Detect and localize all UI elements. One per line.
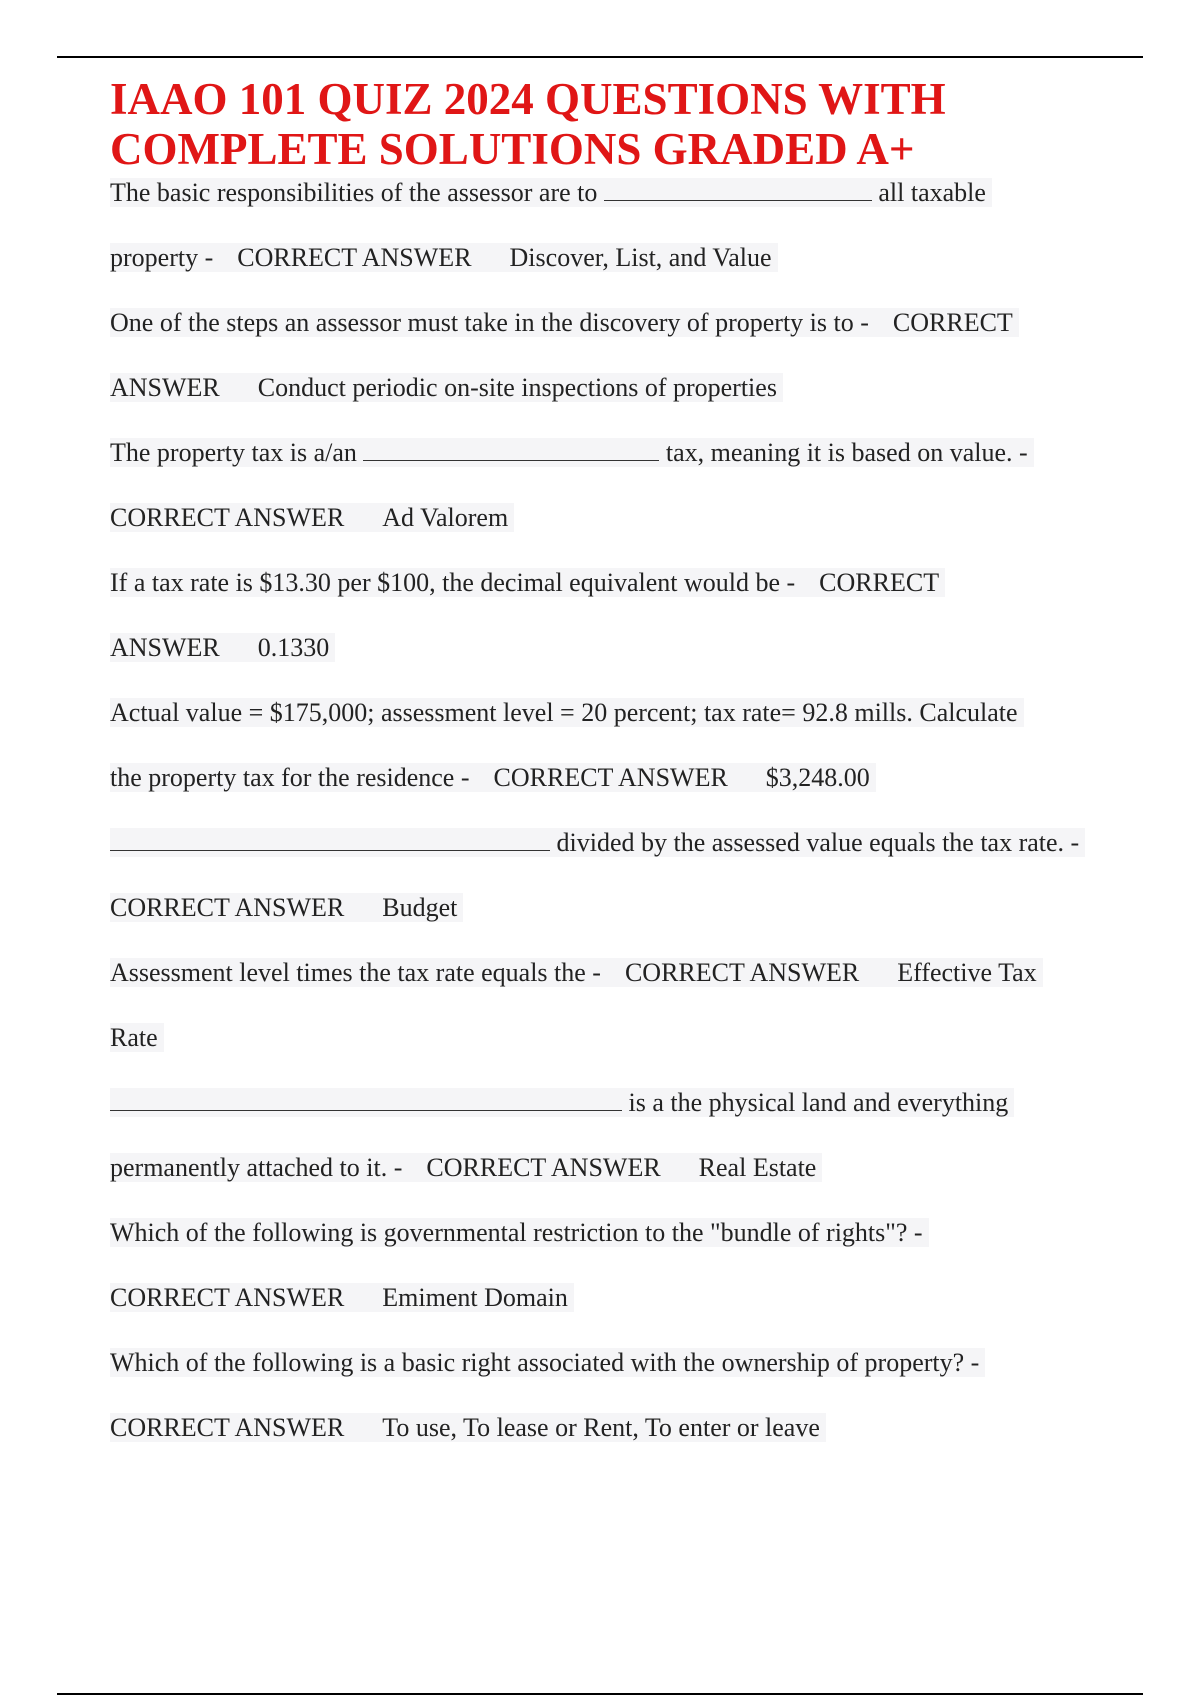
correct-answer-label: CORRECT ANSWER bbox=[624, 958, 860, 987]
question-4-line-1 bbox=[110, 564, 945, 602]
answer-text: Real Estate bbox=[698, 1153, 817, 1182]
fill-in-blank bbox=[604, 176, 872, 201]
question-text: Which of the following is governmental restriction to the "bundle of rights"? - bbox=[110, 1218, 923, 1247]
question-1-line-1 bbox=[110, 174, 992, 212]
answer-text: Budget bbox=[382, 893, 458, 922]
correct-answer-label: CORRECT ANSWER bbox=[426, 1153, 661, 1182]
question-text: is a the physical land and everything bbox=[628, 1088, 1009, 1117]
correct-answer-label: CORRECT ANSWER bbox=[237, 243, 472, 272]
correct-answer-label: CORRECT bbox=[819, 568, 940, 597]
question-8-line-1 bbox=[110, 1084, 1014, 1122]
question-10-line-2 bbox=[110, 1409, 826, 1447]
question-6-line-2 bbox=[110, 889, 463, 927]
answer-text: $3,248.00 bbox=[765, 763, 870, 792]
question-2-line-2 bbox=[110, 369, 783, 407]
question-text: If a tax rate is $13.30 per $100, the decimal equivalent would be - bbox=[110, 568, 796, 597]
question-10-line-1 bbox=[110, 1344, 985, 1382]
question-text: divided by the assessed value equals the tax rate. - bbox=[556, 828, 1080, 857]
bottom-rule bbox=[57, 1693, 1143, 1695]
document-title bbox=[110, 74, 1110, 174]
correct-answer-label: ANSWER bbox=[110, 373, 220, 402]
question-4-line-2 bbox=[110, 629, 335, 667]
top-rule bbox=[57, 56, 1143, 58]
question-9-line-2 bbox=[110, 1279, 574, 1317]
question-text: property - bbox=[110, 243, 214, 272]
question-text: tax, meaning it is based on value. - bbox=[665, 438, 1028, 467]
correct-answer-label: CORRECT ANSWER bbox=[493, 763, 728, 792]
question-text: Which of the following is a basic right associated with the ownership of property? - bbox=[110, 1348, 980, 1377]
question-1-line-2 bbox=[110, 239, 778, 277]
fill-in-blank bbox=[363, 436, 659, 461]
answer-text: Effective Tax bbox=[897, 958, 1037, 987]
correct-answer-label: ANSWER bbox=[110, 633, 220, 662]
fill-in-blank bbox=[110, 1086, 622, 1111]
answer-text: To use, To lease or Rent, To enter or leave bbox=[382, 1413, 820, 1442]
question-text: One of the steps an assessor must take in the discovery of property is to - bbox=[110, 308, 869, 337]
title-line-2: COMPLETE SOLUTIONS GRADED A+ bbox=[110, 124, 915, 174]
answer-text: Conduct periodic on-site inspections of properties bbox=[257, 373, 777, 402]
question-3-line-2 bbox=[110, 499, 514, 537]
question-7-line-2 bbox=[110, 1019, 164, 1057]
question-text: the property tax for the residence - bbox=[110, 763, 470, 792]
answer-text: Discover, List, and Value bbox=[509, 243, 772, 272]
title-line-1: IAAO 101 QUIZ 2024 QUESTIONS WITH bbox=[110, 74, 946, 124]
question-7-line-1 bbox=[110, 954, 1043, 992]
question-2-line-1 bbox=[110, 304, 1019, 342]
answer-text: 0.1330 bbox=[257, 633, 330, 662]
question-text: all taxable bbox=[878, 178, 986, 207]
correct-answer-label: CORRECT ANSWER bbox=[110, 893, 345, 922]
question-text: Assessment level times the tax rate equals the - bbox=[110, 958, 601, 987]
question-text: The basic responsibilities of the assessor are to bbox=[110, 178, 598, 207]
answer-text: Emiment Domain bbox=[382, 1283, 568, 1312]
question-9-line-1 bbox=[110, 1214, 929, 1252]
question-text: permanently attached to it. - bbox=[110, 1153, 403, 1182]
fill-in-blank bbox=[110, 826, 550, 851]
question-text: The property tax is a/an bbox=[110, 438, 357, 467]
correct-answer-label: CORRECT ANSWER bbox=[110, 1413, 345, 1442]
question-5-line-1 bbox=[110, 694, 1024, 732]
correct-answer-label: CORRECT ANSWER bbox=[110, 503, 345, 532]
correct-answer-label: CORRECT ANSWER bbox=[110, 1283, 345, 1312]
answer-text: Ad Valorem bbox=[382, 503, 509, 532]
question-text: Actual value = $175,000; assessment level = 20 percent; tax rate= 92.8 mills. Calculate bbox=[110, 698, 1018, 727]
question-3-line-1 bbox=[110, 434, 1034, 472]
answer-text: Rate bbox=[110, 1023, 158, 1052]
question-8-line-2 bbox=[110, 1149, 822, 1187]
question-5-line-2 bbox=[110, 759, 876, 797]
question-6-line-1 bbox=[110, 824, 1085, 862]
correct-answer-label: CORRECT bbox=[892, 308, 1013, 337]
